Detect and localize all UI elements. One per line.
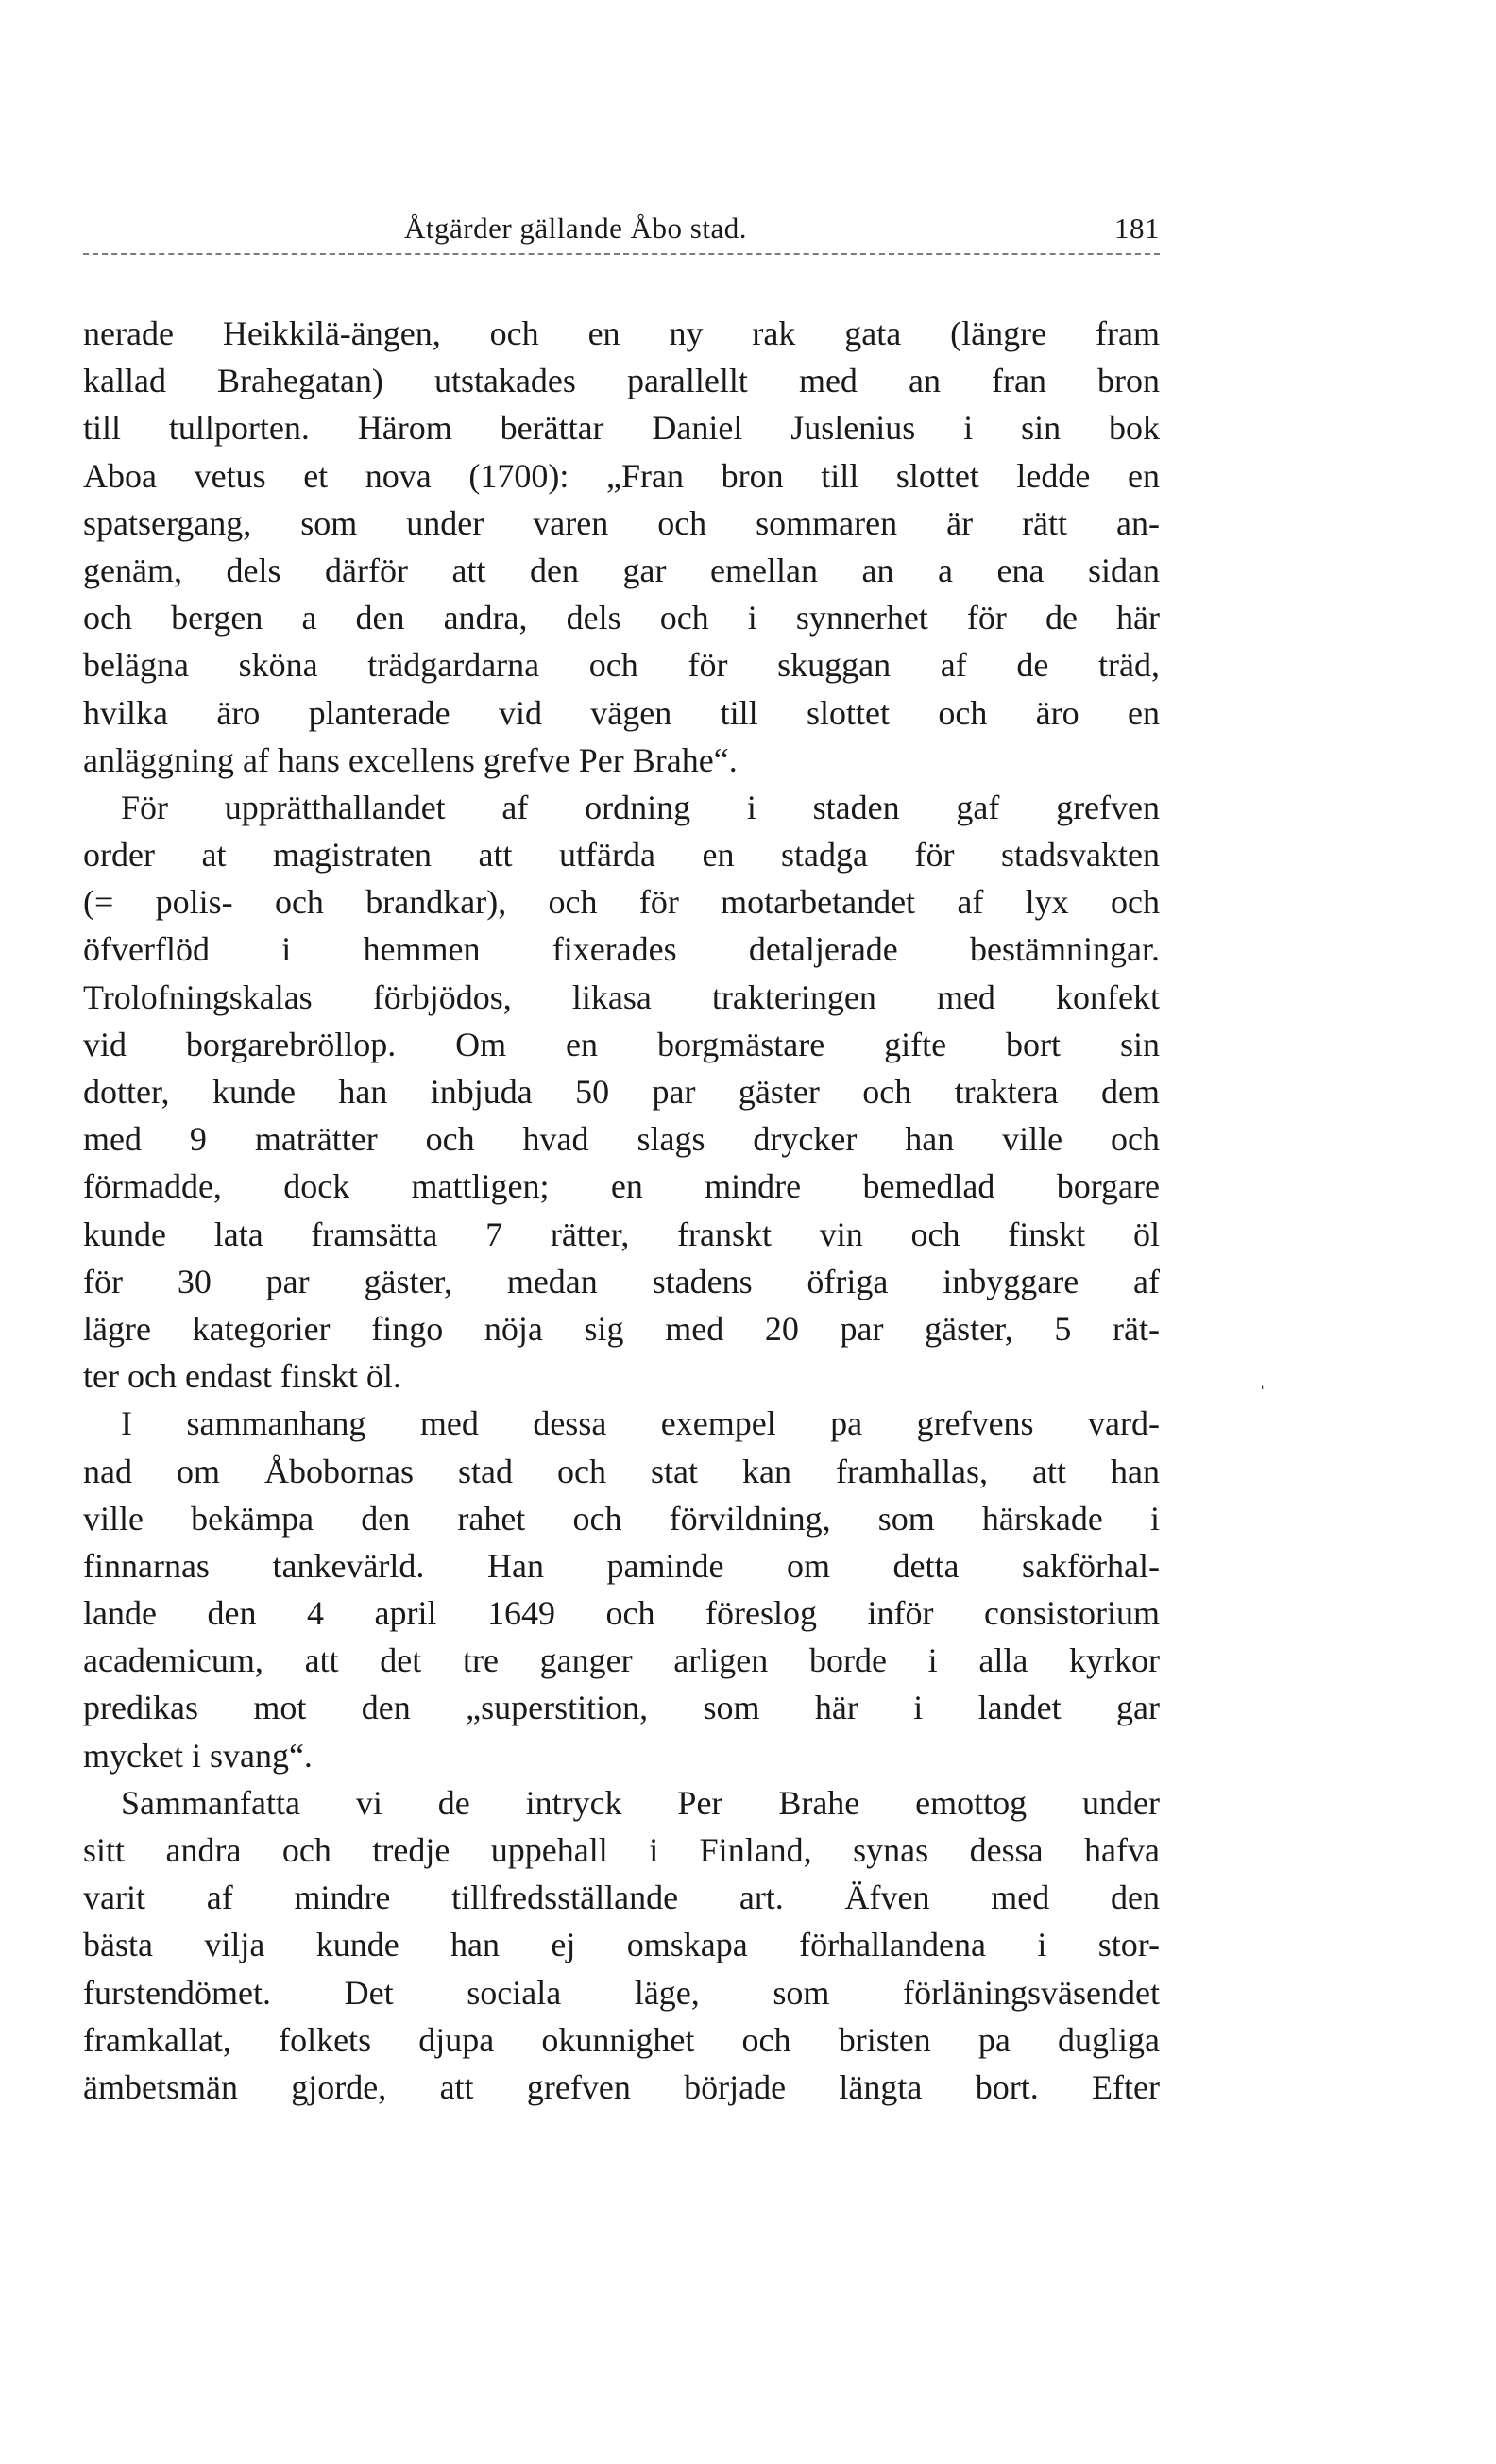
text-line: ville bekämpa den rahet och förvildning, som härskade i bbox=[83, 1499, 1160, 1538]
text-line: kallad Brahegatan) utstakades parallellt med an fran bron bbox=[83, 362, 1160, 400]
text-line: kunde lata framsätta 7 rätter, franskt vin och finskt öl bbox=[83, 1215, 1160, 1253]
text-line: ämbetsmän gjorde, att grefven började längta bort. Efter bbox=[83, 2067, 1160, 2106]
text-line: genäm, dels därför att den gar emellan an a ena sidan bbox=[83, 551, 1160, 589]
text-line: och bergen a den andra, dels och i synnerhet för de här bbox=[83, 599, 1160, 637]
text-line: predikas mot den „superstition, som här i landet gar bbox=[83, 1689, 1160, 1727]
text-line: varit af mindre tillfredsställande art. Äfven med den bbox=[83, 1878, 1160, 1917]
text-line: hvilka äro planterade vid vägen till slottet och äro en bbox=[83, 693, 1160, 732]
text-line: För upprätthallandet af ordning i staden gaf grefven bbox=[121, 788, 1160, 826]
text-line: lägre kategorier fingo nöja sig med 20 par gäster, 5 rät- bbox=[83, 1309, 1160, 1348]
text-line: framkallat, folkets djupa okunnighet och bristen pa dugliga bbox=[83, 2020, 1160, 2059]
text-line: order at magistraten att utfärda en stadga för stadsvakten bbox=[83, 836, 1160, 875]
text-line: spatsergang, som under varen och sommaren är rätt an- bbox=[83, 503, 1160, 542]
text-line: ter och endast finskt öl. bbox=[83, 1357, 401, 1396]
text-line: anläggning af hans excellens grefve Per Brahe“. bbox=[83, 740, 738, 779]
book-page bbox=[83, 198, 1160, 2111]
text-line: belägna sköna trädgardarna och för skuggan af de träd, bbox=[83, 646, 1160, 685]
text-line: bästa vilja kunde han ej omskapa förhallandena i stor- bbox=[83, 1926, 1160, 1964]
text-line: Sammanfatta vi de intryck Per Brahe emottog under bbox=[121, 1783, 1160, 1822]
header-rule bbox=[83, 253, 1160, 255]
text-line: öfverflöd i hemmen fixerades detaljerade bestämningar. bbox=[83, 930, 1160, 969]
text-line: finnarnas tankevärld. Han paminde om detta sakförhal- bbox=[83, 1546, 1160, 1585]
margin-mark: ˌ bbox=[1259, 1366, 1266, 1389]
text-line: sitt andra och tredje uppehall i Finland, synas dessa hafva bbox=[83, 1831, 1160, 1869]
text-line: med 9 maträtter och hvad slags drycker han ville och bbox=[83, 1120, 1160, 1159]
text-line: lande den 4 april 1649 och föreslog inför consistorium bbox=[83, 1594, 1160, 1633]
text-line: nad om Åbobornas stad och stat kan framhallas, att han bbox=[83, 1452, 1160, 1490]
text-line: academicum, att det tre ganger arligen borde i alla kyrkor bbox=[83, 1641, 1160, 1680]
text-line: I sammanhang med dessa exempel pa grefvens vard- bbox=[121, 1404, 1160, 1443]
running-header-title: Åtgärder gällande Åbo stad. bbox=[404, 212, 747, 245]
text-line: furstendömet. Det sociala läge, som förläningsväsendet bbox=[83, 1973, 1160, 2012]
text-line: Trolofningskalas förbjödos, likasa trakteringen med konfekt bbox=[83, 977, 1160, 1016]
text-line: nerade Heikkilä-ängen, och en ny rak gata (längre fram bbox=[83, 314, 1160, 352]
running-header bbox=[83, 198, 1160, 247]
text-line: förmadde, dock mattligen; en mindre bemedlad borgare bbox=[83, 1167, 1160, 1206]
text-line: vid borgarebröllop. Om en borgmästare gifte bort sin bbox=[83, 1025, 1160, 1063]
text-line: (= polis- och brandkar), och för motarbetandet af lyx och bbox=[83, 883, 1160, 922]
text-line: för 30 par gäster, medan stadens öfriga inbyggare af bbox=[83, 1262, 1160, 1300]
page-number: 181 bbox=[1114, 212, 1160, 245]
text-line: Aboa vetus et nova (1700): „Fran bron till slottet ledde en bbox=[83, 456, 1160, 495]
text-line: till tullporten. Härom berättar Daniel Juslenius i sin bok bbox=[83, 409, 1160, 448]
text-line: mycket i svang“. bbox=[83, 1736, 313, 1775]
text-line: dotter, kunde han inbjuda 50 par gäster och traktera dem bbox=[83, 1073, 1160, 1111]
body-text bbox=[83, 310, 1160, 2111]
